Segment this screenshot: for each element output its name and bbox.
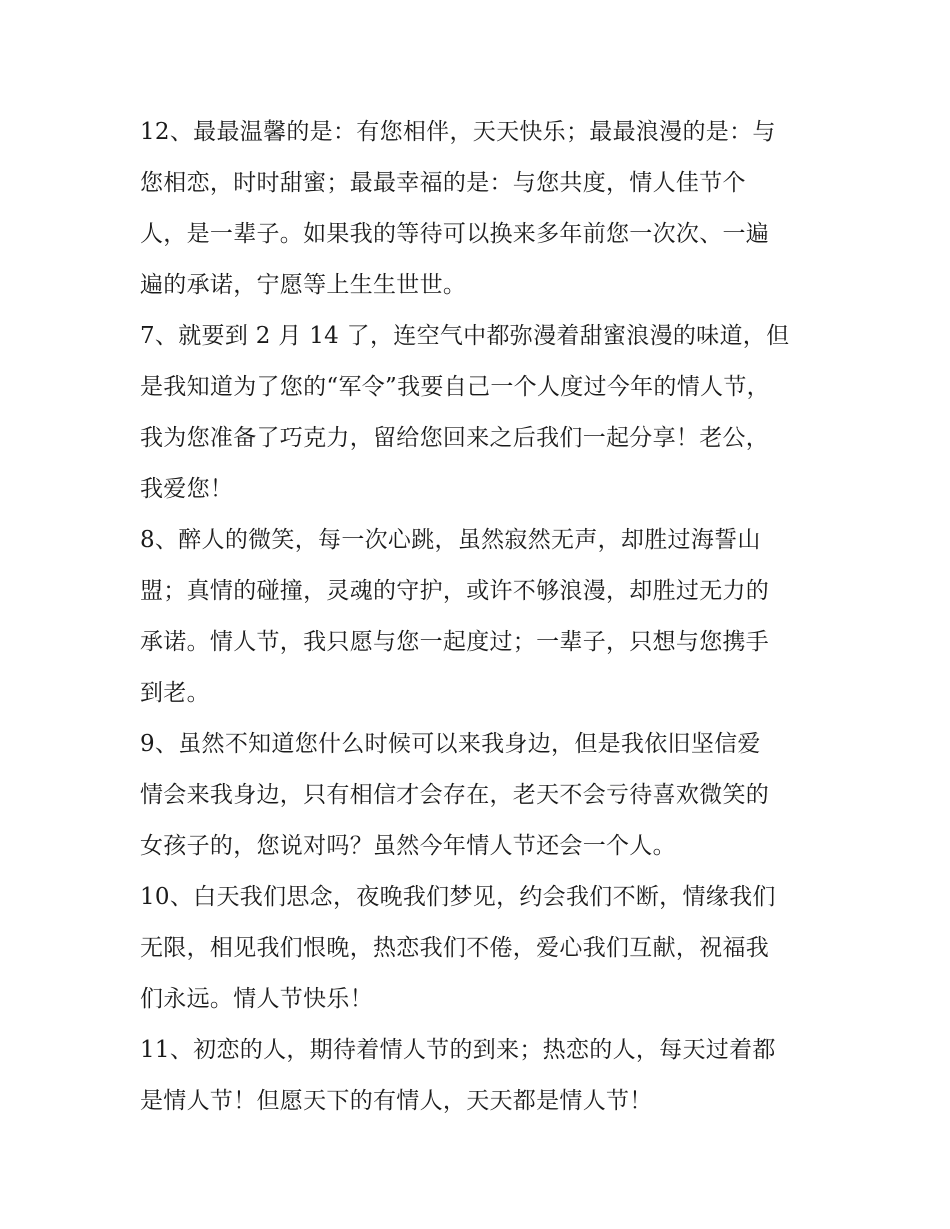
paragraph-line: 是情人节！但愿天下的有情人，天天都是情人节！ bbox=[140, 1088, 653, 1114]
paragraph-9 bbox=[140, 719, 816, 872]
paragraph-line: 承诺。情人节，我只愿与您一起度过；一辈子，只想与您携手 bbox=[140, 629, 770, 655]
paragraph-line: 盟；真情的碰撞，灵魂的守护，或许不够浪漫，却胜过无力的 bbox=[140, 578, 770, 604]
paragraph-line: 情会来我身边，只有相信才会存在，老天不会亏待喜欢微笑的 bbox=[140, 782, 770, 808]
paragraph-line: 是我知道为了您的“军令”我要自己一个人度过今年的情人节， bbox=[140, 374, 770, 400]
paragraph-line: 您相恋，时时甜蜜；最最幸福的是：与您共度，情人佳节个 bbox=[140, 170, 746, 196]
document-body bbox=[140, 107, 816, 1127]
paragraph-line: 7、就要到 2 月 14 了，连空气中都弥漫着甜蜜浪漫的味道，但 bbox=[140, 323, 790, 349]
paragraph-line: 女孩子的，您说对吗？虽然今年情人节还会一个人。 bbox=[140, 833, 676, 859]
paragraph-line: 10、白天我们思念，夜晚我们梦见，约会我们不断，情缘我们 bbox=[140, 884, 776, 910]
paragraph-7 bbox=[140, 311, 816, 515]
paragraph-line: 8、醉人的微笑，每一次心跳，虽然寂然无声，却胜过海誓山 bbox=[140, 527, 761, 553]
paragraph-line: 12、最最温馨的是：有您相伴，天天快乐；最最浪漫的是：与 bbox=[140, 119, 776, 145]
paragraph-8 bbox=[140, 515, 816, 719]
paragraph-12 bbox=[140, 107, 816, 311]
paragraph-line: 遍的承诺，宁愿等上生生世世。 bbox=[140, 272, 467, 298]
paragraph-line: 11、初恋的人，期待着情人节的到来；热恋的人，每天过着都 bbox=[140, 1037, 776, 1063]
paragraph-line: 人，是一辈子。如果我的等待可以换来多年前您一次次、一遍 bbox=[140, 221, 770, 247]
paragraph-10 bbox=[140, 872, 816, 1025]
paragraph-line: 我为您准备了巧克力，留给您回来之后我们一起分享！老公， bbox=[140, 425, 770, 451]
paragraph-line: 我爱您！ bbox=[140, 476, 234, 502]
paragraph-line: 们永远。情人节快乐！ bbox=[140, 986, 373, 1012]
paragraph-11 bbox=[140, 1025, 816, 1127]
paragraph-line: 9、虽然不知道您什么时候可以来我身边，但是我依旧坚信爱 bbox=[140, 731, 761, 757]
paragraph-line: 无限，相见我们恨晚，热恋我们不倦，爱心我们互献，祝福我 bbox=[140, 935, 770, 961]
paragraph-line: 到老。 bbox=[140, 680, 210, 706]
